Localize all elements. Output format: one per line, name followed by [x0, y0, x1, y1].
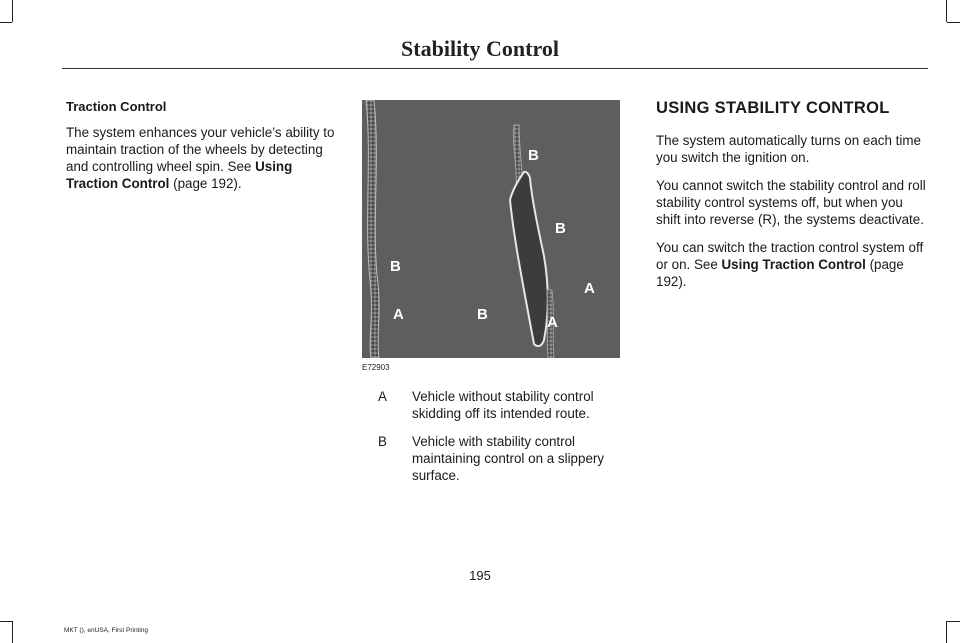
- header-divider: [62, 68, 928, 69]
- stability-control-illustration: [362, 100, 620, 358]
- figure-label-b-top: B: [528, 147, 539, 164]
- left-column: [66, 98, 338, 203]
- crop-mark-top-right-h: [947, 22, 960, 23]
- crop-mark-bottom-left-v: [12, 621, 13, 643]
- crop-mark-bottom-right-h: [947, 621, 960, 622]
- crop-mark-top-left-v: [12, 0, 13, 22]
- traction-control-reference-link[interactable]: Using Traction Control: [721, 257, 866, 272]
- figure-label-a-left: A: [393, 306, 404, 323]
- traction-control-heading: Traction Control: [66, 99, 167, 114]
- legend-row-b: [378, 433, 628, 484]
- paragraph-auto-on: The system automatically turns on each time you switch the ignition on.: [656, 133, 921, 165]
- page-title: Stability Control: [401, 36, 559, 61]
- print-info: MKT (), enUSA, First Printing: [64, 627, 149, 634]
- paragraph-traction-switch: [656, 239, 928, 290]
- legend-key: B: [378, 434, 387, 449]
- page-reference: (page 192).: [656, 257, 904, 289]
- figure-label-b-right: B: [555, 220, 566, 237]
- road-edge-left: [366, 100, 379, 358]
- using-stability-control-heading: USING STABILITY CONTROL: [656, 99, 890, 117]
- paragraph-text: You can switch the traction control system off or on. See: [656, 240, 924, 272]
- traction-control-reference-link[interactable]: Using Traction Control: [66, 159, 293, 191]
- legend-row-a: [378, 388, 628, 422]
- crop-mark-bottom-right-v: [946, 621, 947, 643]
- crop-mark-bottom-left-h: [0, 621, 12, 622]
- page-number: 195: [469, 568, 491, 583]
- legend-text: Vehicle without stability control skidding off its intended route.: [412, 389, 594, 421]
- page-reference: (page 192).: [169, 176, 242, 191]
- paragraph-reverse-deactivate: You cannot switch the stability control and roll stability control systems off, but when you shift into reverse (R), the systems deactivate.: [656, 178, 926, 227]
- vehicle-path: [510, 172, 548, 346]
- figure-legend: [378, 388, 628, 495]
- figure-label-b-left: B: [390, 258, 401, 275]
- figure-label-b-bottom: B: [477, 306, 488, 323]
- paragraph-text: The system enhances your vehicle’s ability to maintain traction of the wheels by detecting and controlling wheel spin. See: [66, 125, 335, 174]
- traction-control-paragraph: [66, 124, 338, 192]
- crop-mark-top-left-h: [0, 22, 12, 23]
- right-column: [656, 100, 928, 301]
- legend-text: Vehicle with stability control maintaining control on a slippery surface.: [412, 434, 605, 483]
- legend-key: A: [378, 389, 387, 404]
- crop-mark-top-right-v: [946, 0, 947, 22]
- figure-code: E72903: [362, 363, 390, 372]
- figure-label-a-bottom: A: [547, 314, 558, 331]
- figure-label-a-right: A: [584, 280, 595, 297]
